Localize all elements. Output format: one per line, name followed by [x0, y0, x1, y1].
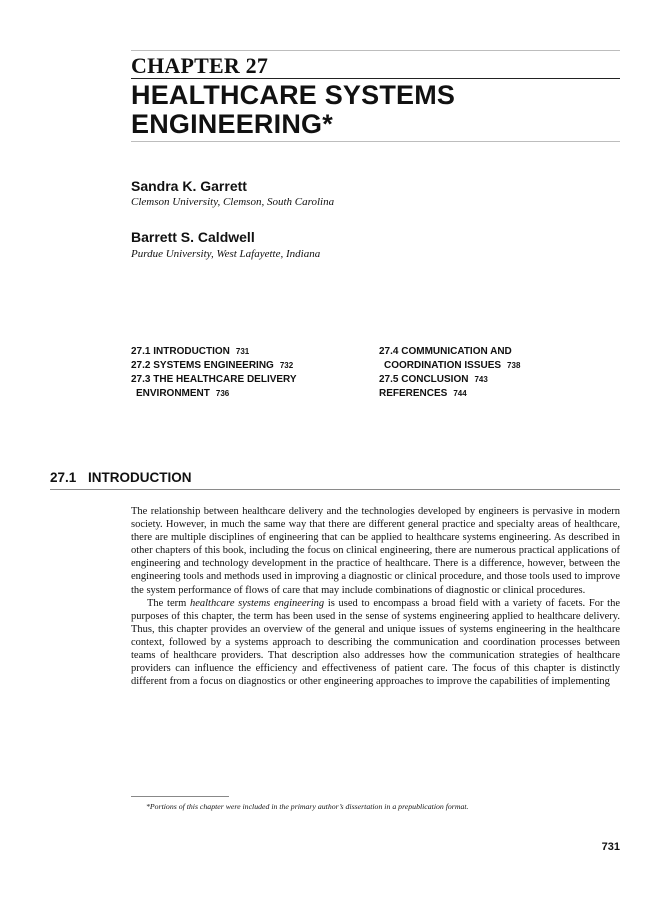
- toc-page-number: 743: [474, 375, 488, 384]
- title-bottom-rule: [131, 141, 620, 142]
- body-text: [131, 505, 620, 688]
- footnote-rule: [131, 796, 229, 797]
- footnote: *Portions of this chapter were included in the primary author’s dissertation in a prepublication format.: [146, 802, 469, 811]
- author-affiliation-1: Clemson University, Clemson, South Carolina: [131, 196, 335, 208]
- chapter-title-line2: ENGINEERING*: [131, 109, 333, 139]
- toc-entry[interactable]: REFERENCES 744: [379, 388, 467, 399]
- toc-page-number: 736: [215, 389, 230, 398]
- toc-entry[interactable]: 27.3 THE HEALTHCARE DELIVERY ENVIRONMENT 736: [131, 374, 297, 399]
- chapter-number: CHAPTER 27: [131, 53, 269, 78]
- toc-page-number: 732: [279, 361, 294, 370]
- chapter-title-line1: HEALTHCARE SYSTEMS: [131, 80, 456, 110]
- section-number: 27.1: [50, 470, 77, 485]
- top-rule: [131, 50, 620, 51]
- paragraph-2: The term healthcare systems engineering is used to encompass a broad field with a variety of facets. For the purposes of this chapter, the term has been used in the sense of systems engineering applied to healthcare delivery. Thus, this chapter provides an overview of the general and unique issues of systems engineering in the healthcare context, followed by a systems approach to describing the communication and coordination processes between teams of healthcare providers. That description also addresses how the communication strategies of healthcare providers can influence the efficiency and effectiveness of patient care. The focus of this chapter is distinctly different from a focus on diagnostics or other engineering approaches to improve the capabilities of implementing: [131, 597, 620, 688]
- page-number: 731: [601, 841, 620, 853]
- toc-left-column: [131, 345, 361, 401]
- author-name-1: Sandra K. Garrett: [131, 178, 247, 194]
- chapter-rule: [131, 78, 620, 79]
- toc-page-number: 731: [235, 347, 250, 356]
- paragraph-1: The relationship between healthcare delivery and the technologies developed by engineers is pervasive in modern society. However, in much the same way that there are different general practice and specialty areas of healthcare, there are multiple disciplines of engineering that can be applied to healthcare systems engineering. As described in other chapters of this book, including the focus on clinical engineering, there are numerous practical applications of engineering and technology development in the practice of healthcare. There is a difference, however, between the engineering tools and methods used in improving a diagnostic or clinical procedure, and those tools used to improve the system performance of flows of care that may include combinations of diagnostic or clinical procedures.: [131, 506, 620, 596]
- toc-entry[interactable]: 27.5 CONCLUSION 743: [379, 374, 488, 385]
- section-title: INTRODUCTION: [88, 470, 192, 485]
- toc-entry[interactable]: 27.2 SYSTEMS ENGINEERING 732: [131, 360, 294, 371]
- toc-right-column: [379, 345, 619, 401]
- toc-entry[interactable]: 27.4 COMMUNICATION AND COORDINATION ISSUES 738: [379, 346, 521, 371]
- chapter-title: [131, 81, 591, 139]
- toc-entry[interactable]: 27.1 INTRODUCTION 731: [131, 346, 250, 357]
- term-emphasis: healthcare systems engineering: [189, 597, 325, 609]
- section-heading: [50, 470, 620, 490]
- toc-page-number: 744: [453, 389, 467, 398]
- author-affiliation-2: Purdue University, West Lafayette, Indiana: [131, 248, 321, 260]
- toc-page-number: 738: [507, 361, 521, 370]
- author-name-2: Barrett S. Caldwell: [131, 229, 255, 245]
